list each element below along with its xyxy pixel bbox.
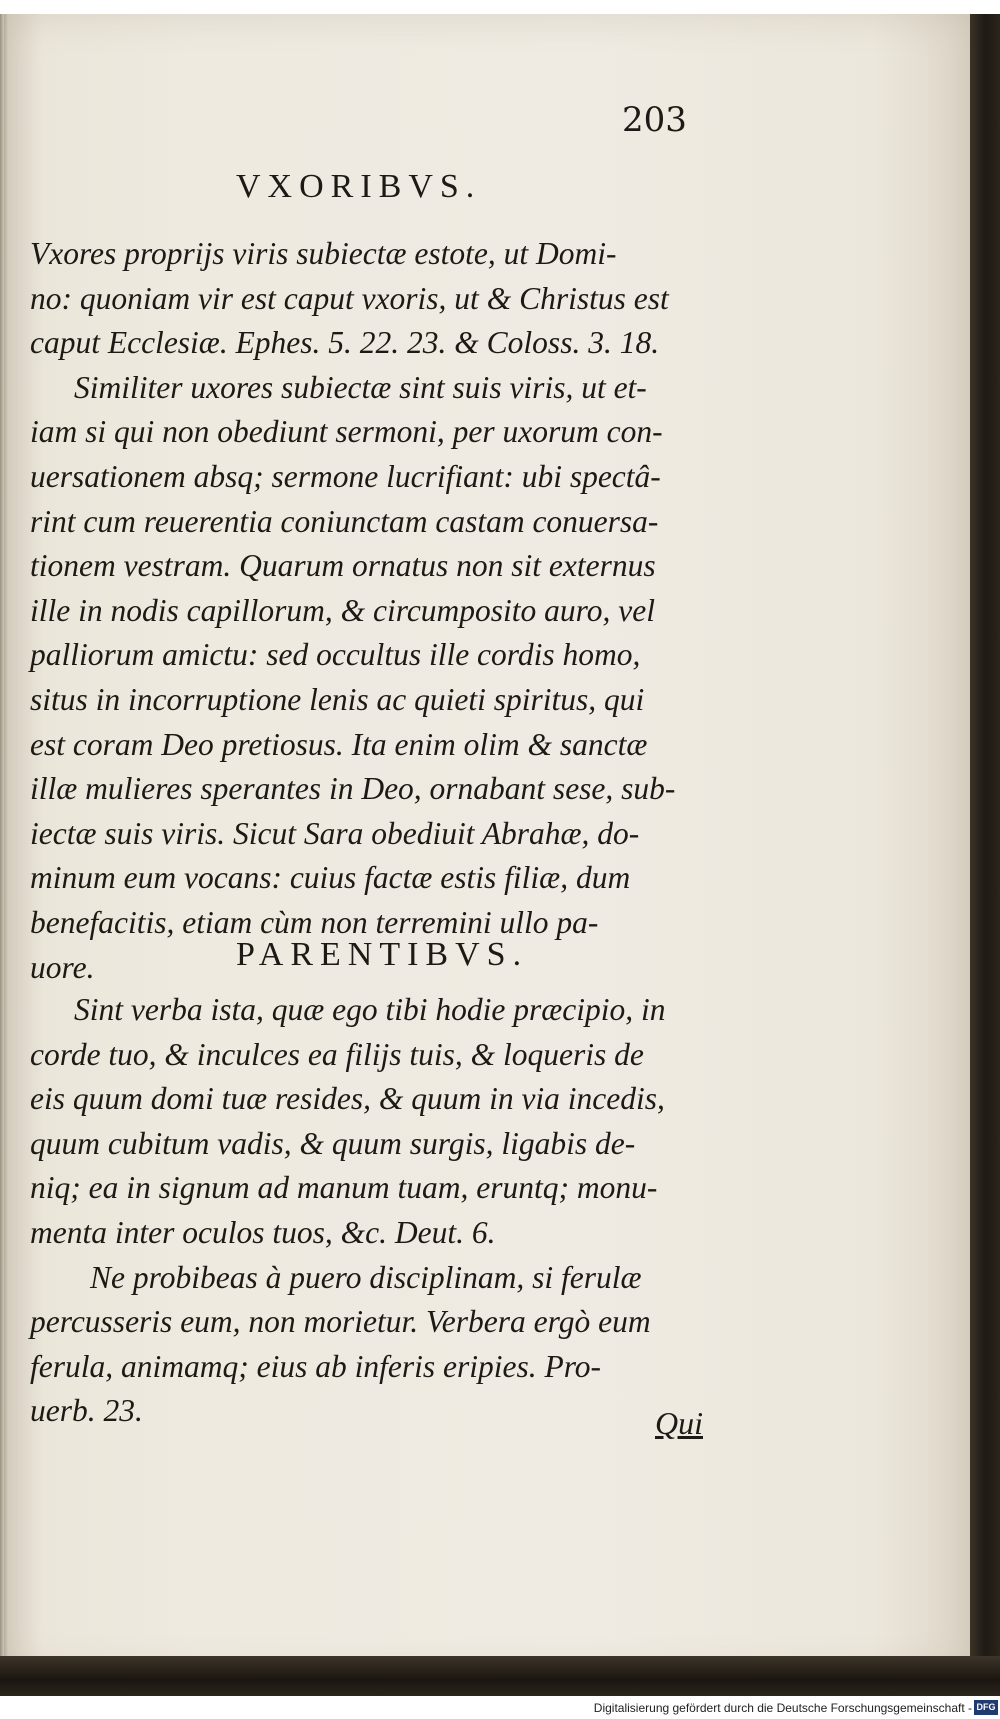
- text-line: iectæ suis viris. Sicut Sara obediuit Abrahæ, do-: [30, 815, 640, 851]
- section-text-parentibus: [30, 988, 710, 1434]
- section-heading-uxoribus: VXORIBVS.: [236, 168, 482, 205]
- page-edge: [970, 14, 1000, 1674]
- text-line: no: quoniam vir est caput vxoris, ut & Christus est: [30, 280, 669, 316]
- text-line: percusseris eum, non morietur. Verbera ergò eum: [30, 1304, 651, 1340]
- funding-notice: Digitalisierung gefördert durch die Deutsche Forschungsgemeinschaft -: [593, 1701, 972, 1715]
- text-line: ferula, animamq; eius ab inferis eripies. Pro-: [30, 1348, 602, 1384]
- text-line: Similiter uxores subiectæ sint suis viris, ut et-: [74, 369, 647, 405]
- text-line: benefacitis, etiam cùm non terremini ullo pa-: [30, 904, 599, 940]
- text-line: Ne probibeas à puero disciplinam, si ferulæ: [90, 1259, 642, 1295]
- text-line: situs in incorruptione lenis ac quieti spiritus, qui: [30, 681, 645, 717]
- text-line: ille in nodis capillorum, & circumposito auro, vel: [30, 592, 655, 628]
- text-line: eis quum domi tuæ resides, & quum in via incedis,: [30, 1081, 665, 1117]
- text-line: corde tuo, & inculces ea filijs tuis, & loqueris de: [30, 1036, 644, 1072]
- dfg-logo-icon[interactable]: DFG: [974, 1700, 998, 1715]
- text-line: quum cubitum vadis, & quum surgis, ligabis de-: [30, 1125, 636, 1161]
- footer: [0, 1698, 1000, 1719]
- text-line: caput Ecclesiæ. Ephes. 5. 22. 23. & Coloss. 3. 18.: [30, 325, 660, 361]
- text-line: menta inter oculos tuos, &c. Deut. 6.: [30, 1214, 496, 1250]
- text-line: iam si qui non obediunt sermoni, per uxorum con-: [30, 414, 663, 450]
- page-number: 203: [622, 100, 687, 140]
- catchword: Qui: [655, 1405, 703, 1441]
- text-line: minum eum vocans: cuius factæ estis filiæ, dum: [30, 860, 631, 896]
- section-text-uxoribus: [30, 232, 710, 990]
- text-line: illæ mulieres sperantes in Deo, ornabant sese, sub-: [30, 771, 676, 807]
- text-line: tionem vestram. Quarum ornatus non sit externus: [30, 548, 656, 584]
- page-gutter-shadow: [0, 14, 8, 1674]
- text-line: uersationem absq; sermone lucrifiant: ubi spectâ-: [30, 458, 661, 494]
- text-line: est coram Deo pretiosus. Ita enim olim & sanctæ: [30, 726, 648, 762]
- text-line: Vxores proprijs viris subiectæ estote, ut Domi-: [30, 236, 617, 271]
- section-heading-parentibus: PARENTIBVS.: [236, 936, 529, 973]
- page-bottom-edge: [0, 1656, 1000, 1696]
- text-line: niq; ea in signum ad manum tuam, eruntq; monu-: [30, 1170, 658, 1206]
- text-line: rint cum reuerentia coniunctam castam conuersa-: [30, 503, 659, 539]
- text-line: uerb. 23.: [30, 1393, 143, 1429]
- text-line: uore.: [30, 949, 95, 985]
- text-line: palliorum amictu: sed occultus ille cordis homo,: [30, 637, 641, 673]
- text-line: Sint verba ista, quæ ego tibi hodie præcipio, in: [74, 992, 666, 1027]
